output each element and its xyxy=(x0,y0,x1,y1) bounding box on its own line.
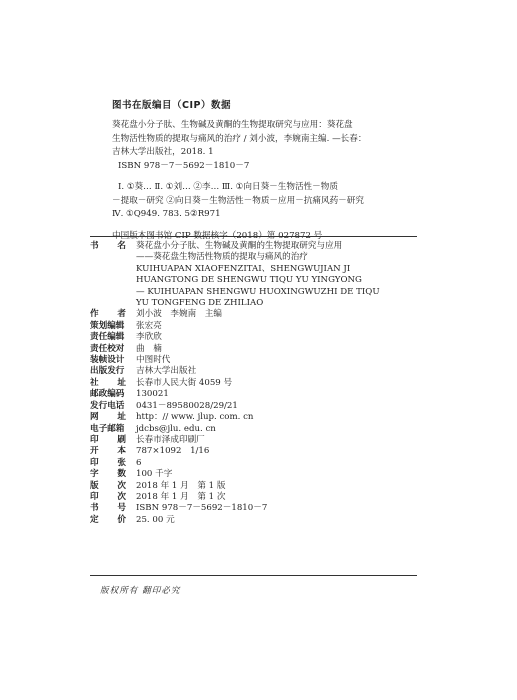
detail-row-title xyxy=(90,241,420,309)
detail-label: 开 本 xyxy=(90,446,126,457)
detail-label: 责任校对 xyxy=(90,343,125,354)
detail-label: 印 刷 xyxy=(90,434,126,445)
cip-classification-line: －提取－研究 ②向日葵－生物活性－物质－应用－抗痛风药－研究 xyxy=(112,195,364,206)
cip-classification-line: Ⅰ. ①葵… Ⅱ. ①刘… ②李… Ⅲ. ①向日葵－生物活性－物质 xyxy=(118,182,338,192)
cip-classification-line: Ⅳ. ①Q949. 783. 5②R971 xyxy=(112,209,221,219)
detail-value: 长春市泽成印刷厂 xyxy=(136,434,205,445)
title-line: 葵花盘小分子肽、生物碱及黄酮的生物提取研究与应用 xyxy=(136,241,343,251)
detail-row xyxy=(90,401,420,412)
detail-row xyxy=(90,515,420,526)
detail-row xyxy=(90,378,420,389)
detail-value: 吉林大学出版社 xyxy=(136,366,197,377)
detail-label: 邮政编码 xyxy=(90,389,125,400)
detail-row xyxy=(90,492,420,503)
detail-label: 书 号 xyxy=(90,503,126,514)
detail-value: http：// www. jlup. com. cn xyxy=(136,412,254,423)
detail-row xyxy=(90,412,420,423)
detail-label: 作 者 xyxy=(90,309,126,320)
detail-row xyxy=(90,355,420,366)
cip-block xyxy=(112,97,412,243)
detail-row xyxy=(90,366,420,377)
cip-line: 葵花盘小分子肽、生物碱及黄酮的生物提取研究与应用：葵花盘 xyxy=(112,120,353,130)
detail-value: 曲 楠 xyxy=(136,343,162,354)
detail-label: 印 次 xyxy=(90,491,126,502)
detail-value: 100 千字 xyxy=(136,469,173,480)
detail-row xyxy=(90,321,420,332)
cip-isbn: ISBN 978－7－5692－1810－7 xyxy=(118,160,250,171)
detail-value: 2018 年 1 月 第 1 版 xyxy=(136,480,226,491)
detail-value: 130021 xyxy=(136,389,169,400)
detail-label: 责任编辑 xyxy=(90,332,125,343)
detail-label: 装帧设计 xyxy=(90,355,125,366)
detail-label: 字 数 xyxy=(90,469,126,480)
detail-row xyxy=(90,389,420,400)
detail-row xyxy=(90,446,420,457)
detail-value: 长春市人民大街 4059 号 xyxy=(136,377,233,388)
detail-label: 版 次 xyxy=(90,480,126,491)
title-line: KUIHUAPAN XIAOFENZITAI、SHENGWUJIAN JI xyxy=(136,263,351,274)
detail-value: 张宏亮 xyxy=(136,320,162,331)
detail-row xyxy=(90,332,420,343)
title-line: YU TONGFENG DE ZHILIAO xyxy=(136,298,264,309)
title-line: — KUIHUAPAN SHENGWU HUOXINGWUZHI DE TIQU xyxy=(136,286,380,297)
title-value xyxy=(136,241,420,309)
detail-value: 0431－89580028/29/21 xyxy=(136,400,238,411)
detail-value: 787×1092 1/16 xyxy=(136,446,210,457)
detail-row xyxy=(90,458,420,469)
detail-row xyxy=(90,469,420,480)
detail-row xyxy=(90,309,420,320)
detail-value: 中图时代 xyxy=(136,355,171,366)
cip-line: 生物活性物质的提取与痛风的治疗 / 刘小波，李婉南主编. —长春： xyxy=(112,133,367,144)
detail-row xyxy=(90,481,420,492)
copyright-notice: 版权所有 翻印必究 xyxy=(100,586,181,596)
cip-line: 吉林大学出版社，2018. 1 xyxy=(112,147,214,157)
detail-label: 电子邮箱 xyxy=(90,423,125,434)
detail-value: 2018 年 1 月 第 1 次 xyxy=(136,491,226,502)
divider-top xyxy=(90,236,417,237)
detail-value: 李欣欣 xyxy=(136,332,162,343)
publication-details xyxy=(90,241,420,526)
detail-label: 印 张 xyxy=(90,457,126,468)
detail-label: 定 价 xyxy=(90,514,126,525)
detail-label: 社 址 xyxy=(90,377,126,388)
detail-value: ISBN 978－7－5692－1810－7 xyxy=(136,503,268,514)
detail-row xyxy=(90,344,420,355)
detail-rows xyxy=(90,309,420,526)
detail-label: 网 址 xyxy=(90,412,126,423)
title-line: HUANGTONG DE SHENGWU TIQU YU YINGYONG xyxy=(136,275,362,286)
detail-label: 出版发行 xyxy=(90,366,125,377)
detail-value: 25. 00 元 xyxy=(136,514,175,525)
detail-label: 发行电话 xyxy=(90,400,125,411)
title-line: ——葵花盘生物活性物质的提取与痛风的治疗 xyxy=(136,252,308,263)
divider-bottom xyxy=(90,575,417,576)
detail-label: 书 名 xyxy=(90,241,126,251)
cip-heading: 图书在版编目（CIP）数据 xyxy=(112,100,231,111)
detail-row xyxy=(90,424,420,435)
detail-row xyxy=(90,435,420,446)
detail-label: 策划编辑 xyxy=(90,320,125,331)
detail-value: jdcbs@jlu. edu. cn xyxy=(136,423,216,434)
detail-value: 刘小波 李婉南 主编 xyxy=(136,309,222,320)
detail-row xyxy=(90,503,420,514)
detail-value: 6 xyxy=(136,457,142,468)
cip-number: 中国版本图书馆 CIP 数据核字（2018）第 027872 号 xyxy=(112,230,323,241)
